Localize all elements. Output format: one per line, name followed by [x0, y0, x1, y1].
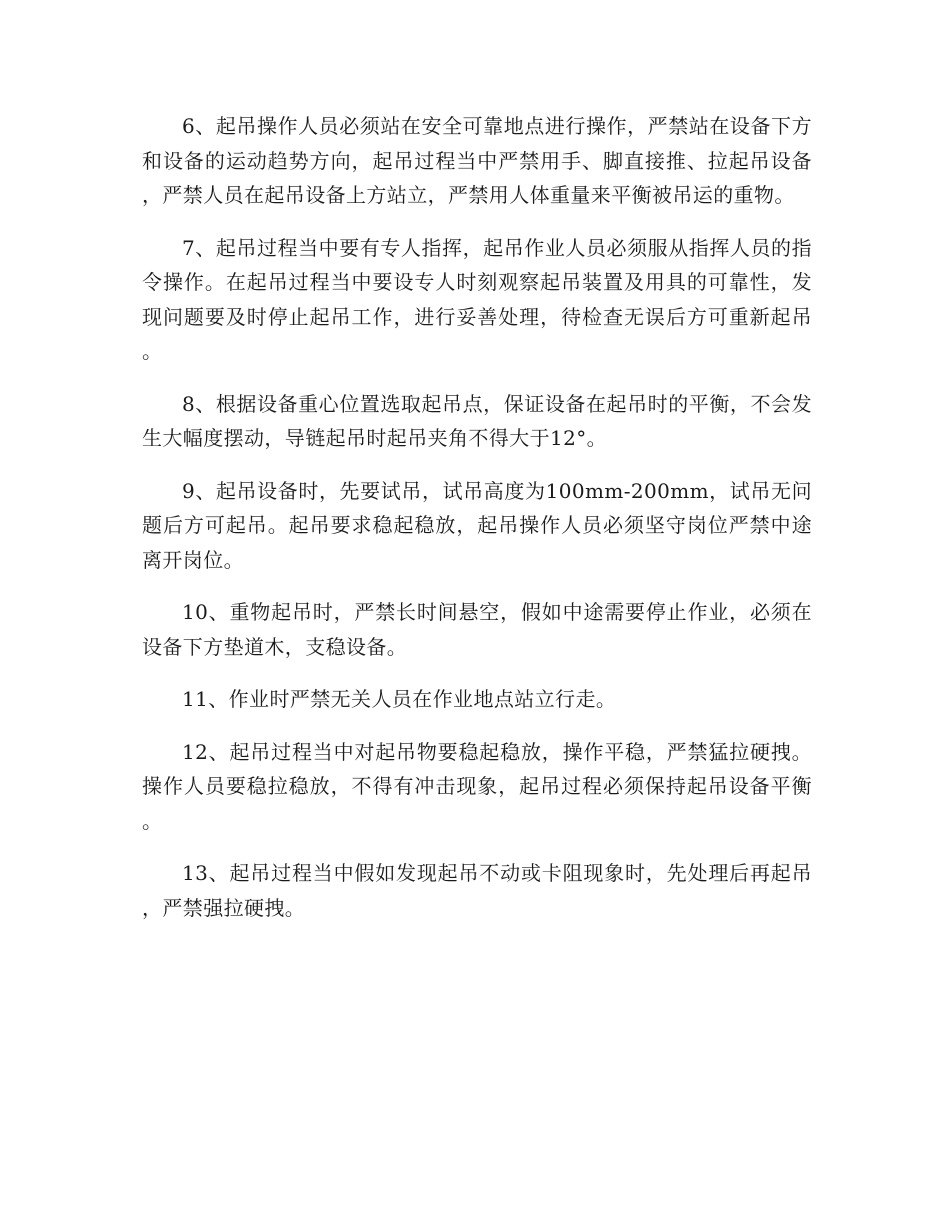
paragraph-item-6: 6、起吊操作人员必须站在安全可靠地点进行操作，严禁站在设备下方和设备的运动趋势方向，起吊过程当中严禁用手、脚直接推、拉起吊设备，严禁人员在起吊设备上方站立，严禁用人体重量来平衡被吊运的重物。 [142, 114, 812, 207]
paragraph-item-7: 7、起吊过程当中要有专人指挥，起吊作业人员必须服从指挥人员的指令操作。在起吊过程当中要设专人时刻观察起吊装置及用具的可靠性，发现问题要及时停止起吊工作，进行妥善处理，待检查无误后方可重新起吊。 [142, 235, 812, 363]
paragraph-item-9: 9、起吊设备时，先要试吊，试吊高度为100mm-200mm，试吊无问题后方可起吊。起吊要求稳起稳放，起吊操作人员必须坚守岗位严禁中途离开岗位。 [142, 478, 812, 572]
paragraph-item-8: 8、根据设备重心位置选取起吊点，保证设备在起吊时的平衡，不会发生大幅度摆动，导链起吊时起吊夹角不得大于12°。 [142, 391, 812, 450]
paragraph-item-10: 10、重物起吊时，严禁长时间悬空，假如中途需要停止作业，必须在设备下方垫道木，支稳设备。 [142, 600, 812, 659]
paragraph-item-12: 12、起吊过程当中对起吊物要稳起稳放，操作平稳，严禁猛拉硬拽。 操作人员要稳拉稳放，不得有冲击现象，起吊过程必须保持起吊设备平衡。 [142, 739, 812, 833]
paragraph-item-13: 13、起吊过程当中假如发现起吊不动或卡阻现象时，先处理后再起吊，严禁强拉硬拽。 [142, 861, 812, 920]
document-body [142, 109, 812, 943]
paragraph-item-11: 11、作业时严禁无关人员在作业地点站立行走。 [182, 687, 617, 711]
